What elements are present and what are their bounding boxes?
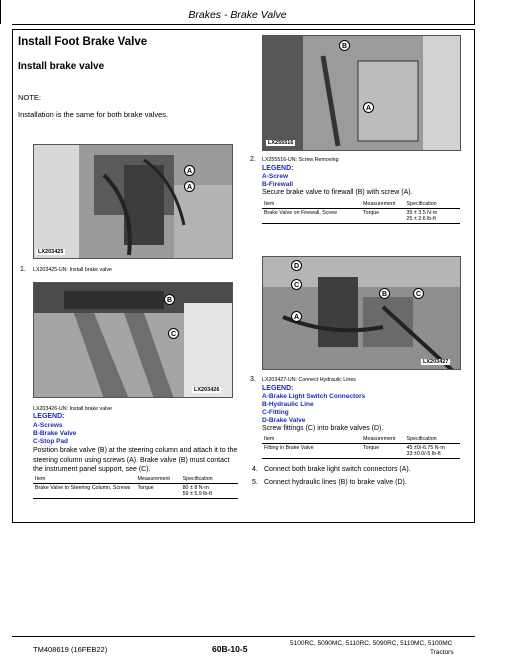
photo3-id-label: LX255516 [268,140,294,146]
photo2-instruction: Position brake valve (B) at the steering column and attach it to the steering column using screws (A). Brake valve (B) must contact the instrument panel support, see (C). [33,447,238,473]
photo2-id-label: LX203426 [194,387,220,393]
photo4-step-num: 3. [250,376,256,383]
spec-header: Item [33,475,136,484]
photo4-legend-item: D-Brake Valve [262,417,306,424]
photo3-callout-b: B [339,40,350,51]
step-text: Connect both brake light switch connectors (A). [264,466,411,473]
photo-lx203425-drawing [34,145,233,259]
photo-lx203426 [33,282,233,398]
spec-cell: Brake Valve to Steering Column, Screws [33,484,136,499]
header-rule [12,24,475,25]
photo4-caption: LX203427-UN: Connect Hydraulic Lines [262,377,356,383]
photo4-callout-b: B [379,288,390,299]
photo2-legend-item: A-Screws [33,422,63,429]
spec-cell: 35 ± 3.5 N·m 25 ± 2.6 lb-ft [405,209,460,224]
photo4-callout-c2: C [413,288,424,299]
footer-models: 5100RC, 5090MC, 5110RC, 5090RC, 5110MC, 5100MC [290,640,453,647]
step-text: Connect hydraulic lines (B) to brake valve (D). [264,479,407,486]
spec-table-firewall [262,200,460,224]
photo3-caption: LX255516-UN: Screw Removing [262,157,339,163]
photo3-callout-a: A [363,102,374,113]
spec-header: Measurement [361,200,405,209]
photo4-callout-c: C [291,279,302,290]
photo1-callout-a2: A [184,181,195,192]
photo2-legend-item: B-Brake Valve [33,430,77,437]
photo3-instruction: Secure brake valve to firewall (B) with screw (A). [262,189,413,196]
photo2-callout-c: C [168,328,179,339]
spec-header: Specification [405,435,460,444]
spec-header: Item [262,200,361,209]
spec-cell: 80 ± 8 N·m 59 ± 5.9 lb-ft [181,484,238,499]
photo-lx255516-drawing [263,36,461,151]
photo4-legend-item: A-Brake Light Switch Connectors [262,393,366,400]
photo4-id-label: LX203427 [423,359,449,365]
photo-lx203425 [33,144,233,259]
spec-cell: Torque [361,209,405,224]
spec-header: Item [262,435,361,444]
photo-lx203427 [262,256,461,370]
photo3-legend-item: A-Screw [262,173,289,180]
photo-lx255516 [262,35,461,151]
spec-cell: Torque [361,444,405,459]
photo2-caption: LX203426-UN: Install brake valve [33,406,112,412]
spec-header: Specification [405,200,460,209]
photo2-callout-b: B [164,294,175,305]
photo3-step-num: 2. [250,156,256,163]
photo3-legend-item: B-Firewall [262,181,294,188]
photo4-callout-a: A [291,311,302,322]
photo1-caption: LX203425-UN: Install brake valve [33,267,112,273]
footer-doc-id: TM408619 (16FEB22) [33,645,108,654]
section-title: Install Foot Brake Valve [18,36,148,48]
footer-product: Tractors [430,649,454,656]
spec-cell: 45 ±0/-6.75 N·m 33 ±0.0/-5 lb-ft [405,444,460,459]
spec-header: Measurement [136,475,181,484]
photo3-legend-title: LEGEND: [262,165,294,172]
footer-rule [12,636,475,637]
photo4-legend-item: B-Hydraulic Line [262,401,314,408]
photo2-legend-item: C-Stop Pad [33,438,69,445]
photo1-id-label: LX203425 [38,249,64,255]
photo4-legend-item: C-Fitting [262,409,289,416]
photo4-callout-d: D [291,260,302,271]
spec-table-fitting [262,435,460,459]
photo-lx203426-drawing [34,283,233,398]
photo4-legend-title: LEGEND: [262,385,294,392]
step-number: 4. [252,466,258,473]
spec-cell: Brake Valve on Firewall, Screw [262,209,361,224]
spec-header: Measurement [361,435,405,444]
spec-header: Specification [181,475,238,484]
spec-cell: Torque [136,484,181,499]
step-number: 5. [252,479,258,486]
photo1-callout-a1: A [184,165,195,176]
footer-page-number: 60B-10-5 [212,644,248,654]
note-text: Installation is the same for both brake valves. [18,110,169,119]
note-label: NOTE: [18,93,41,102]
photo4-instruction: Screw fittings (C) into brake valves (D). [262,425,384,432]
photo1-step-num: 1. [20,266,26,273]
page-header-title: Brakes - Brake Valve [188,9,287,21]
spec-table-steering [33,475,238,499]
photo2-legend-title: LEGEND: [33,413,65,420]
section-subtitle: Install brake valve [18,61,105,72]
spec-cell: Fitting in Brake Valve [262,444,361,459]
